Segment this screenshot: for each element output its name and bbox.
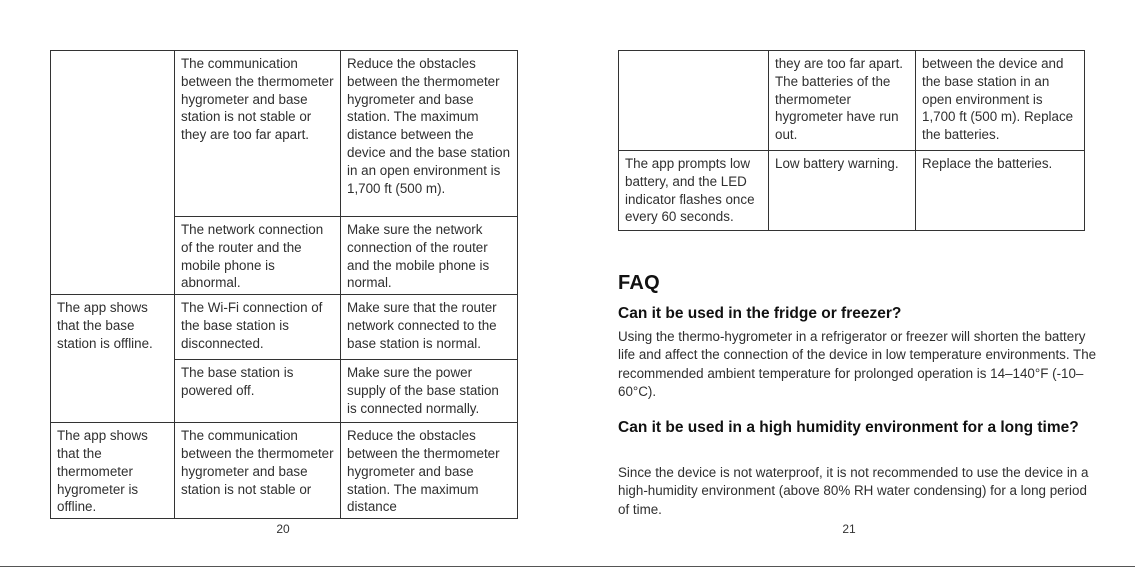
page-number: 20 xyxy=(276,522,290,536)
troubleshooting-table xyxy=(618,50,1085,231)
table-cell-solution: Make sure that the router network connected to the base station is normal. xyxy=(341,295,518,360)
table-cell-problem xyxy=(619,51,769,151)
table-cell-solution: between the device and the base station in an open environment is 1,700 ft (500 m). Replace the batteries. xyxy=(916,51,1085,151)
table-cell-cause: The communication between the thermometer hygrometer and base station is not stable or they are too far apart. xyxy=(175,51,341,217)
bottom-divider xyxy=(0,566,1135,567)
faq-heading: FAQ xyxy=(618,272,661,294)
table-cell-cause: The communication between the thermometer hygrometer and base station is not stable or xyxy=(175,423,341,519)
table-row xyxy=(619,151,1085,231)
table-cell-solution: Reduce the obstacles between the thermometer hygrometer and base station. The maximum distance xyxy=(341,423,518,519)
table-cell-cause: they are too far apart. The batteries of the thermometer hygrometer have run out. xyxy=(769,51,916,151)
faq-answer: Using the thermo-hygrometer in a refrigerator or freezer will shorten the battery life and affect the connection of the device in low temperature environments. The recommended ambient temperature for prolonged operation is 14–140°F (-10–60°C). xyxy=(618,329,1097,399)
page-number: 21 xyxy=(842,522,856,536)
table-cell-cause: The base station is powered off. xyxy=(175,360,341,423)
table-row xyxy=(619,51,1085,151)
table-cell-problem: The app shows that the base station is offline. xyxy=(51,295,175,423)
table-cell-solution: Make sure the network connection of the router and the mobile phone is normal. xyxy=(341,217,518,295)
table-row xyxy=(51,51,518,217)
right-page xyxy=(567,0,1135,568)
table-row xyxy=(51,295,518,360)
table-cell-problem: The app shows that the thermometer hygrometer is offline. xyxy=(51,423,175,519)
table-row xyxy=(51,423,518,519)
table-cell-cause: The Wi-Fi connection of the base station is disconnected. xyxy=(175,295,341,360)
table-cell-problem: The app prompts low battery, and the LED indicator flashes once every 60 seconds. xyxy=(619,151,769,231)
left-page xyxy=(0,0,567,568)
table-cell-cause: The network connection of the router and the mobile phone is abnormal. xyxy=(175,217,341,295)
table-cell-cause: Low battery warning. xyxy=(769,151,916,231)
table-cell-solution: Replace the batteries. xyxy=(916,151,1085,231)
faq-question: Can it be used in a high humidity environment for a long time? xyxy=(618,419,1079,436)
table-cell-solution: Reduce the obstacles between the thermometer hygrometer and base station. The maximum distance between the device and the base station in an open environment is 1,700 ft (500 m). xyxy=(341,51,518,217)
table-cell-problem xyxy=(51,51,175,295)
table-cell-solution: Make sure the power supply of the base station is connected normally. xyxy=(341,360,518,423)
troubleshooting-table xyxy=(50,50,518,519)
faq-question: Can it be used in the fridge or freezer? xyxy=(618,305,902,322)
faq-answer: Since the device is not waterproof, it is not recommended to use the device in a high-humidity environment (above 80% RH water condensing) for a long period of time. xyxy=(618,465,1089,517)
